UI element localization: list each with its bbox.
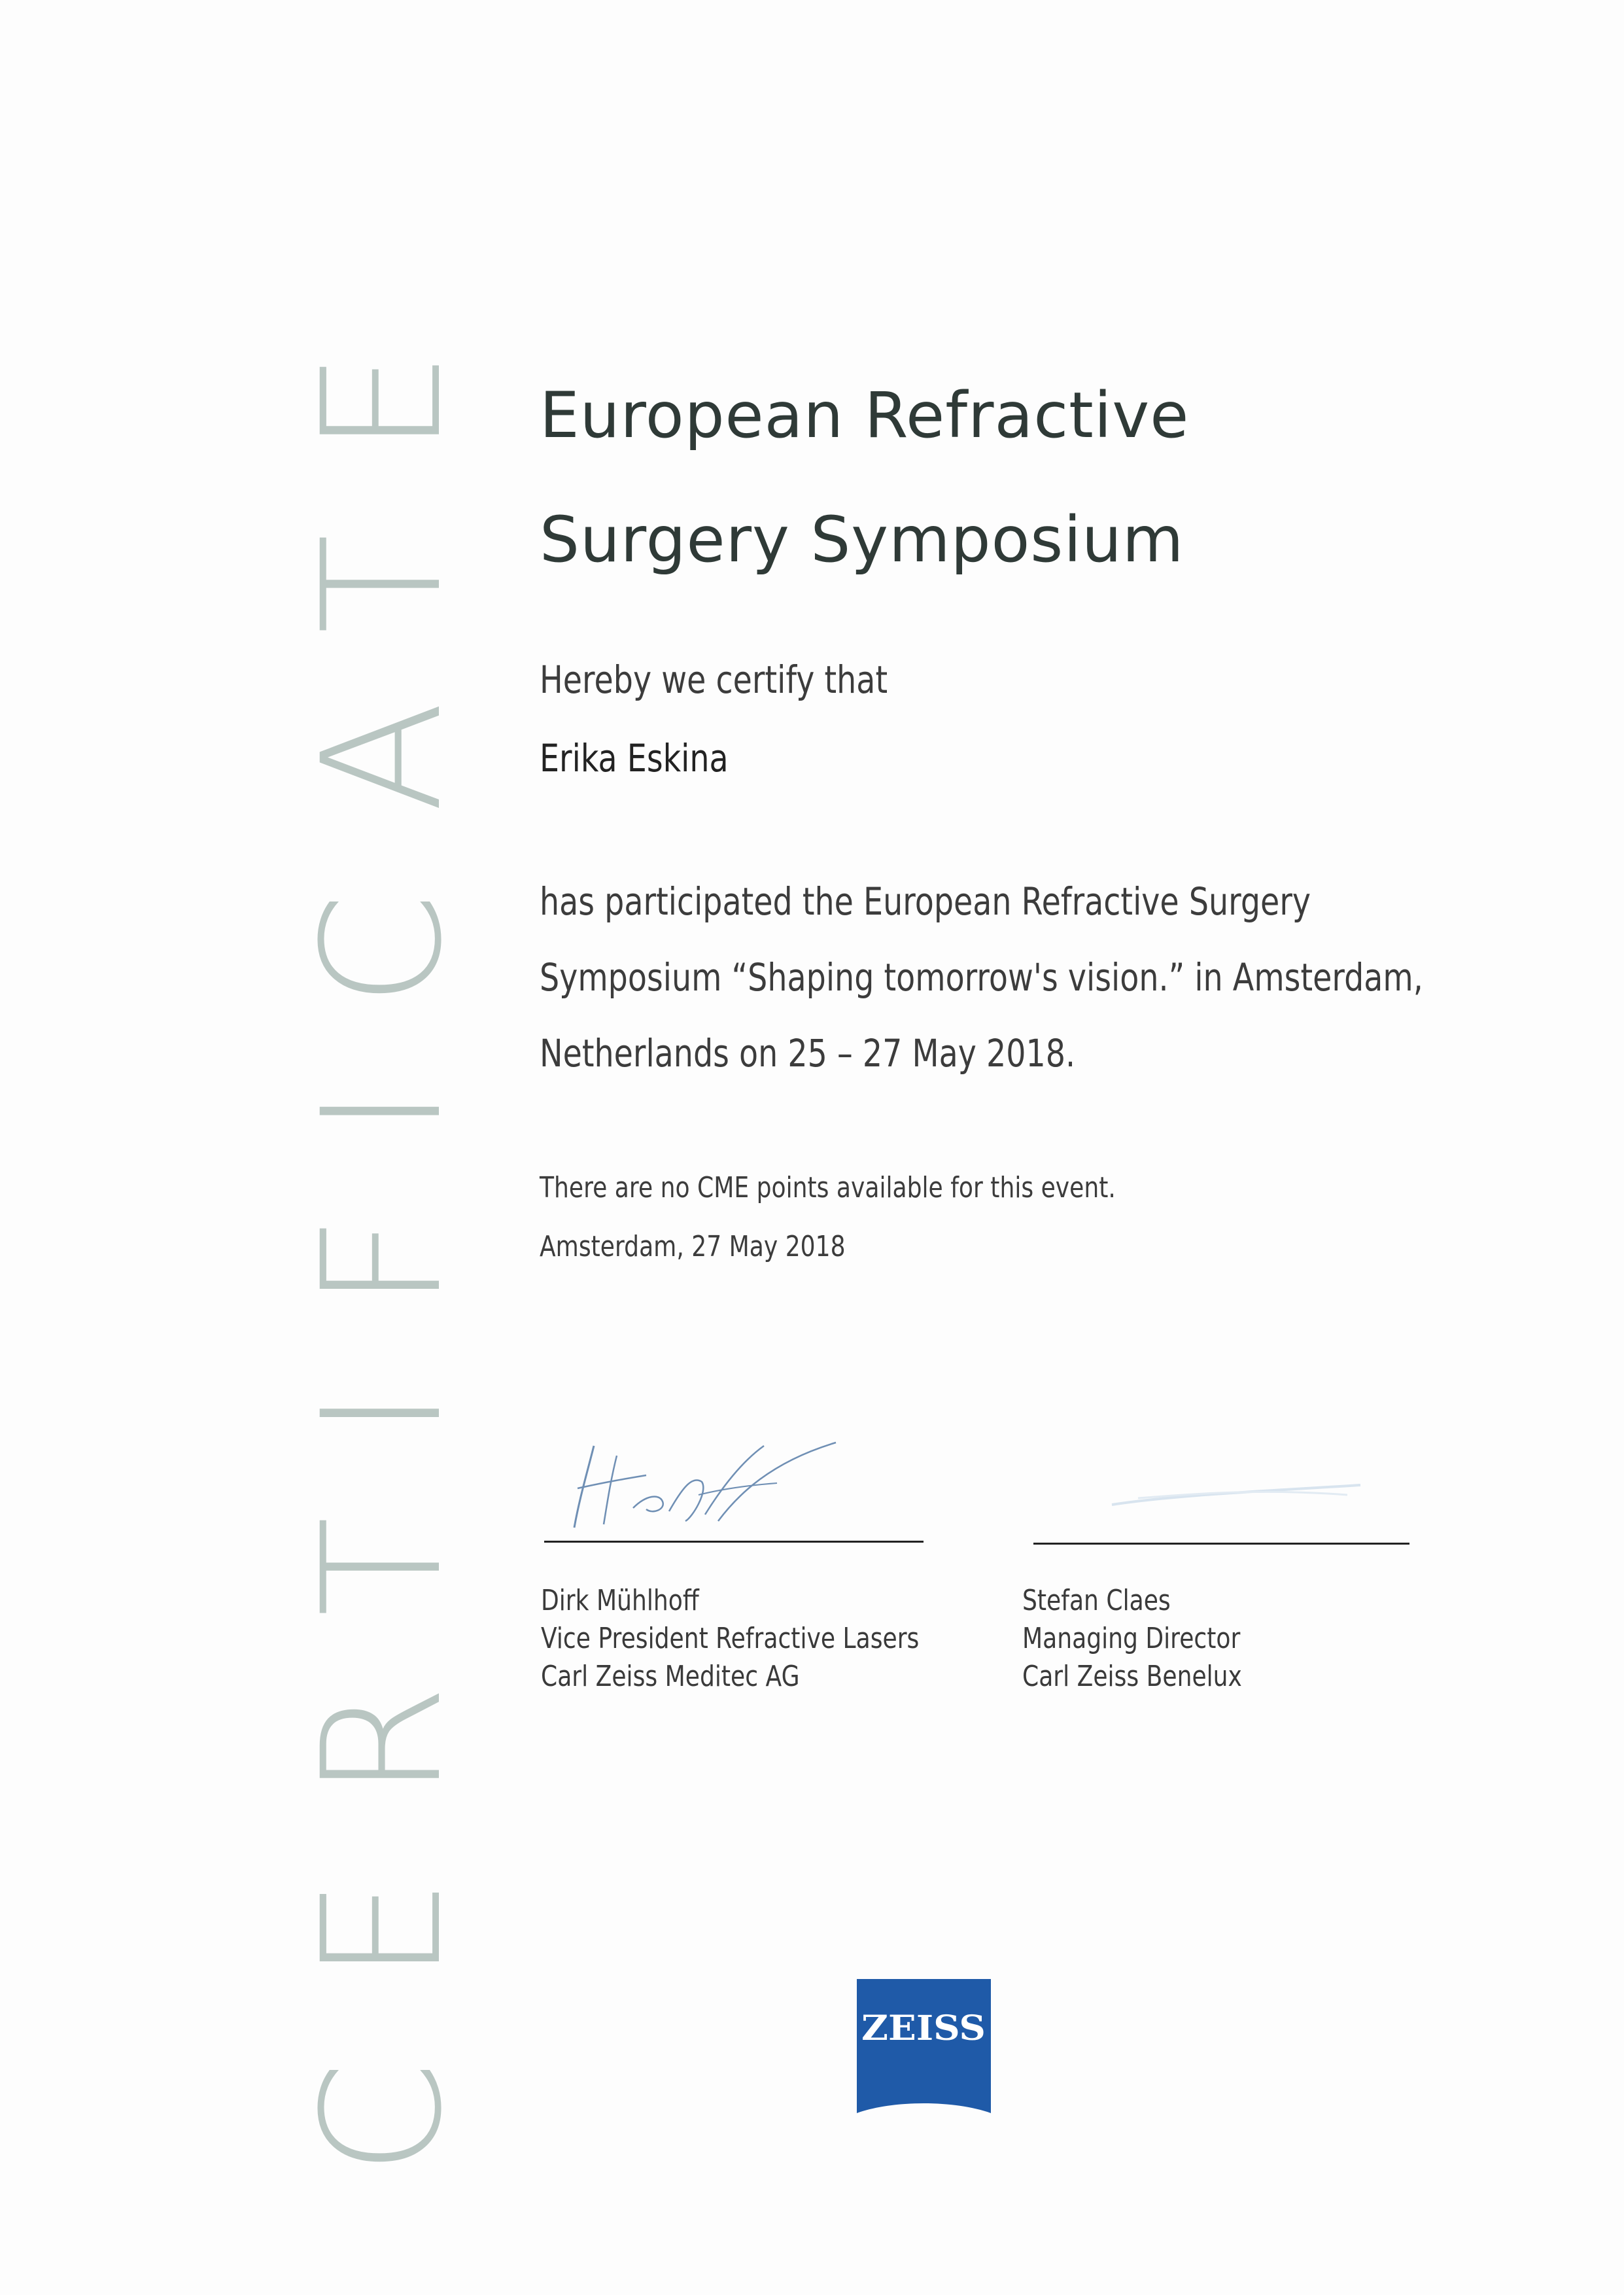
vertical-certificate-heading	[147, 114, 477, 2175]
signature-line-left	[544, 1541, 924, 1543]
signatory-left-role: Vice President Refractive Lasers	[541, 1622, 920, 1655]
signatory-left-name: Dirk Mühlhoff	[541, 1584, 699, 1617]
participation-line-2: Symposium “Shaping tomorrow's vision.” in Amsterdam,	[540, 955, 1423, 1000]
event-title-line-1: European Refractive	[540, 379, 1190, 452]
participation-line-3: Netherlands on 25 – 27 May 2018.	[540, 1031, 1076, 1076]
participant-name: Erika Eskina	[540, 736, 729, 780]
signature-claes	[1099, 1469, 1373, 1521]
certify-intro: Hereby we certify that	[540, 657, 888, 702]
signatory-left	[541, 1582, 919, 1696]
signatory-right-role: Managing Director	[1022, 1622, 1241, 1655]
signature-line-right	[1033, 1543, 1409, 1545]
place-date: Amsterdam, 27 May 2018	[540, 1230, 846, 1263]
zeiss-logo-text: ZEISS	[861, 2008, 986, 2048]
cme-note: There are no CME points available for this event.	[540, 1171, 1116, 1204]
signatory-right	[1022, 1582, 1242, 1696]
signature-muehlhoff	[555, 1436, 869, 1534]
vertical-certificate-text: CERTIFICATE	[287, 271, 477, 2175]
signatory-right-name: Stefan Claes	[1022, 1584, 1171, 1617]
zeiss-logo	[857, 1979, 991, 2113]
signatory-left-company: Carl Zeiss Meditec AG	[541, 1660, 800, 1693]
signatory-right-company: Carl Zeiss Benelux	[1022, 1660, 1242, 1693]
participation-statement	[540, 864, 1423, 1091]
event-title-line-2: Surgery Symposium	[540, 503, 1184, 576]
participation-line-1: has participated the European Refractive Surgery	[540, 879, 1311, 924]
event-title	[540, 353, 1189, 602]
